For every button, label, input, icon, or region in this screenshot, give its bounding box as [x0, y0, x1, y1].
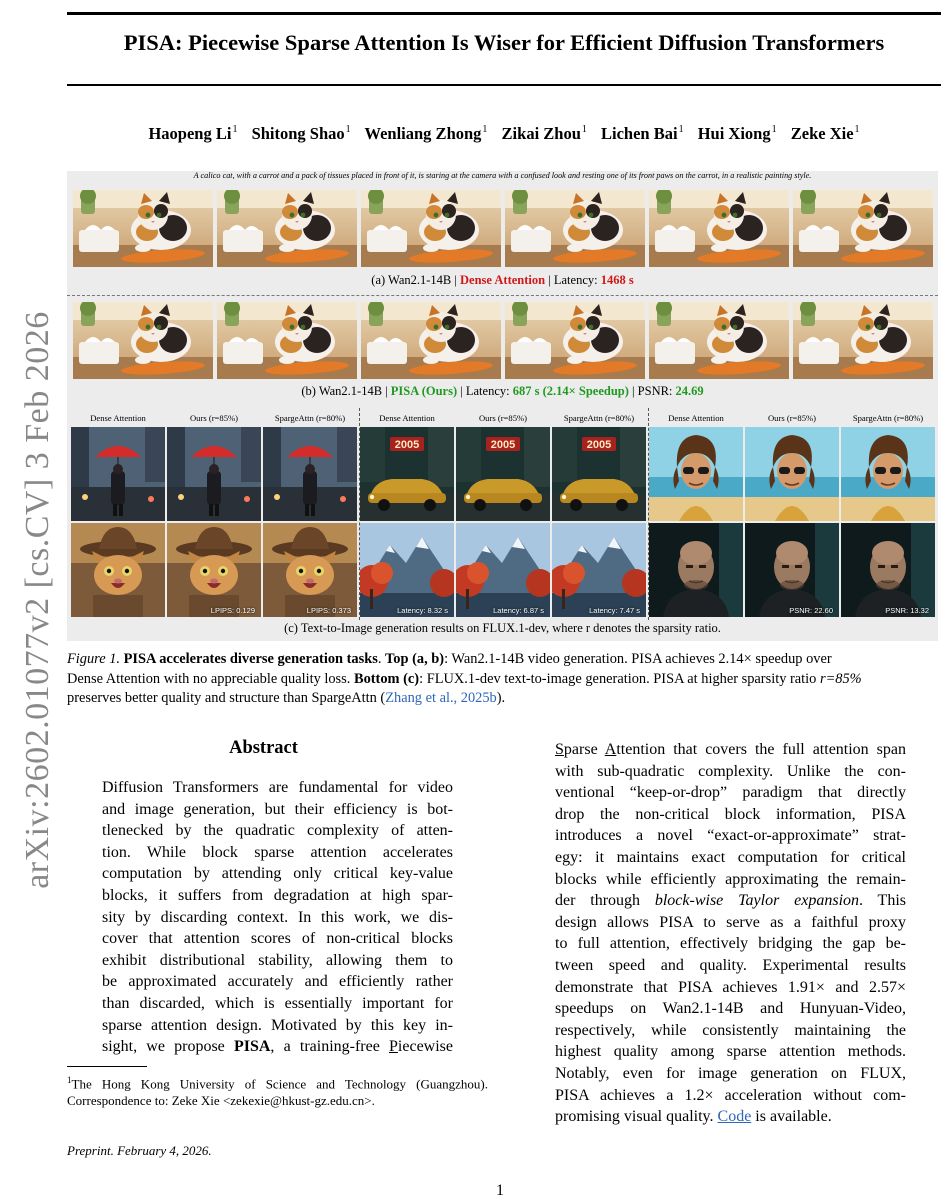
lpips-metric: LPIPS: 0.129 — [210, 606, 255, 615]
video-frame-dense — [361, 190, 501, 267]
caption-text: preserves better quality and structure than SpargeAttn ( — [67, 690, 386, 706]
abstract-line: than discarded, which is essentially important for — [102, 994, 453, 1012]
abstract-line: blocks, it suffers from degradation at high spar- — [102, 886, 453, 904]
author-name: Zeke Xie — [790, 124, 854, 143]
latency-metric: Latency: 6.87 s — [493, 606, 544, 615]
cowboy-cat-image — [167, 523, 261, 617]
abstract-line: blocks while efficiently approximating the remain- — [555, 870, 906, 888]
surfer-image — [841, 427, 935, 521]
author-name: Shitong Shao — [251, 124, 345, 143]
mountain-image — [456, 523, 550, 617]
caption-text: : Wan2.1-14B video generation. PISA achieves 2.14× speedup over — [444, 651, 832, 667]
abstract-line: sity by discarding context. In this work, we dis- — [102, 908, 453, 926]
umbrella-image — [263, 427, 357, 521]
cowboy-cat-image — [263, 523, 357, 617]
video-frame-dense — [217, 190, 357, 267]
video-frame-pisa — [73, 302, 213, 379]
caption-text: ). — [496, 690, 506, 706]
abstract-line: demonstrate that PISA achieves 1.91× and 2.57× — [555, 978, 906, 996]
column-header: SpargeAttn (r=80%) — [852, 413, 924, 423]
title-bottom-rule — [67, 84, 941, 86]
video-frame-dense — [73, 190, 213, 267]
caption-bold: Top (a, b) — [385, 651, 445, 667]
column-header: Dense Attention — [379, 413, 435, 423]
author-affiliation-mark: 1 — [678, 124, 684, 135]
pisa-label: PISA (Ours) — [390, 384, 458, 398]
surfer-image — [649, 427, 743, 521]
abstract-line: be approximated accurately and efficiently rather — [102, 973, 453, 991]
portrait-image — [841, 523, 935, 617]
caption-sparsity: r=85% — [819, 670, 862, 687]
column-header: Dense Attention — [90, 413, 146, 423]
row-b-caption — [67, 384, 938, 399]
page-number: 1 — [496, 1182, 504, 1199]
row-a-latency-label: | Latency: — [545, 273, 601, 287]
abstract-line: to full attention, effectively bridging the gap be- — [555, 935, 906, 953]
row-a-caption — [67, 273, 938, 288]
abstract-line: egy: it maintains exact computation for critical — [555, 848, 906, 866]
mountain-image — [552, 523, 646, 617]
abstract-line: speedups on Wan2.1-14B and Hunyuan-Video, — [555, 1000, 906, 1018]
latency-metric: Latency: 8.32 s — [397, 606, 448, 615]
abstract-line: Notably, even for image generation on FLUX, — [555, 1064, 906, 1082]
column-header: Ours (r=85%) — [767, 413, 817, 423]
abstract-line: with sub-quadratic complexity. Unlike the con- — [555, 762, 906, 780]
video-prompt: A calico cat, with a carrot and a pack of tissues placed in front of it, is staring at the camera with a confused look and resting one of its front paws on the carrot, in a realistic painting style. — [193, 171, 812, 180]
author-name: Haopeng Li — [148, 124, 232, 143]
author-affiliation-mark: 1 — [854, 124, 860, 135]
code-link[interactable]: Code — [717, 1108, 752, 1126]
surfer-image — [745, 427, 839, 521]
author-name: Hui Xiong — [697, 124, 771, 143]
row-b-psnr-label: | PSNR: — [628, 384, 676, 398]
mountain-image — [360, 523, 454, 617]
arxiv-identifier: arXiv:2602.01077v2 [cs.CV] 3 Feb 2026 — [19, 311, 56, 889]
taxi-image — [456, 427, 550, 521]
row-a-prefix: (a) Wan2.1-14B | — [371, 273, 461, 287]
portrait-image — [649, 523, 743, 617]
pisa-psnr-value: 24.69 — [675, 384, 704, 398]
abstract-line: introduces a novel “exact-or-approximate” strat- — [555, 827, 906, 845]
column-header: SpargeAttn (r=80%) — [563, 413, 635, 423]
abstract-line: tion. While block sparse attention accelerates — [102, 843, 453, 861]
caption-bold: PISA accelerates diverse generation tasks — [123, 651, 378, 667]
cowboy-cat-image — [71, 523, 165, 617]
figure-1 — [67, 171, 938, 641]
video-frame-pisa — [361, 302, 501, 379]
abstract-line: sparse attention design. Motivated by this key in- — [102, 1016, 453, 1034]
author-affiliation-mark: 1 — [345, 124, 351, 135]
abstract-left-column — [102, 777, 453, 1058]
citation-link[interactable]: Zhang et al., 2025b — [385, 690, 497, 706]
video-frame-dense — [649, 190, 789, 267]
caption-text: : FLUX.1-dev text-to-image generation. PISA at higher sparsity ratio — [419, 670, 820, 687]
abstract-line-pisa: sight, we propose PISA, a training-free Piecewise — [102, 1038, 453, 1056]
row-b-latency-label: | Latency: — [457, 384, 513, 398]
abstract-line-taylor: der through block-wise Taylor expansion. This — [555, 892, 906, 910]
footnote-rule — [67, 1066, 147, 1067]
column-header: Ours (r=85%) — [189, 413, 239, 423]
paper-title: PISA: Piecewise Sparse Attention Is Wiser for Efficient Diffusion Transformers — [123, 30, 885, 55]
taxi-image — [552, 427, 646, 521]
umbrella-image — [71, 427, 165, 521]
abstract-line: highest quality among sparse attention methods. — [555, 1043, 906, 1061]
latency-metric: Latency: 7.47 s — [589, 606, 640, 615]
abstract-line: drop the non-critical block information, PISA — [555, 805, 906, 823]
caption-text: Dense Attention with no appreciable quality loss. — [67, 670, 354, 687]
portrait-image — [745, 523, 839, 617]
author-name: Wenliang Zhong — [364, 124, 482, 143]
abstract-line: respectively, while consistently maintaining the — [555, 1021, 906, 1039]
abstract-line: Sparse Attention that covers the full attention span — [555, 741, 907, 758]
video-frame-dense — [505, 190, 645, 267]
row-divider — [67, 295, 938, 296]
abstract-line: computation by attending only critical key-value — [102, 865, 453, 883]
footnote — [67, 1072, 488, 1109]
row-b-prefix: (b) Wan2.1-14B | — [301, 384, 391, 398]
video-frame-pisa — [217, 302, 357, 379]
video-frame-dense — [793, 190, 933, 267]
video-frame-pisa — [649, 302, 789, 379]
caption-text: . — [377, 651, 386, 667]
author-affiliation-mark: 1 — [482, 124, 488, 135]
psnr-metric: PSNR: 22.60 — [789, 606, 833, 615]
figure-label: Figure 1. — [67, 651, 121, 667]
pisa-latency-value: 687 s (2.14× Speedup) — [512, 384, 629, 398]
column-header: Dense Attention — [668, 413, 724, 423]
abstract-heading: Abstract — [229, 738, 298, 758]
preprint-date: Preprint. February 4, 2026. — [67, 1143, 212, 1158]
abstract-line: and image generation, but their efficiency is bot- — [102, 800, 453, 818]
abstract-line: exhibit distributional stability, allowing them to — [102, 951, 453, 969]
abstract-right-column — [555, 739, 906, 1128]
footnote-mark: 1 — [67, 1075, 72, 1085]
dense-attention-label: Dense Attention — [460, 273, 546, 287]
author-affiliation-mark: 1 — [581, 124, 587, 135]
row-c-caption: (c) Text-to-Image generation results on FLUX.1-dev, where r denotes the sparsity ratio. — [284, 621, 721, 635]
column-header: Ours (r=85%) — [478, 413, 528, 423]
abstract-line: tlenecked by the quadratic complexity of atten- — [102, 822, 453, 840]
abstract-line-code: promising visual quality. Code is available. — [555, 1108, 832, 1126]
author-affiliation-mark: 1 — [232, 124, 238, 135]
abstract-line: Diffusion Transformers are fundamental for video — [102, 779, 453, 796]
abstract-line: ventional “keep-or-drop” paradigm that directly — [555, 784, 906, 802]
lpips-metric: LPIPS: 0.373 — [306, 606, 351, 615]
psnr-metric: PSNR: 13.32 — [885, 606, 929, 615]
taxi-image — [360, 427, 454, 521]
caption-bold: Bottom (c) — [353, 670, 420, 687]
umbrella-image — [167, 427, 261, 521]
abstract-line: cover that attention scores of non-critical blocks — [102, 930, 453, 948]
abstract-line: PISA achieves a 1.2× acceleration without com- — [555, 1086, 906, 1104]
video-frame-pisa — [505, 302, 645, 379]
footnote-text: The Hong Kong University of Science and Technology (Guangzhou). Correspondence to: Zeke Xie <zekexie@hkust-gz.edu.cn>. — [67, 1076, 488, 1109]
dense-latency-value: 1468 s — [600, 273, 634, 287]
abstract-line: tween speed and quality. Experimental results — [555, 956, 906, 974]
video-frame-pisa — [793, 302, 933, 379]
author-name: Lichen Bai — [601, 124, 678, 143]
author-affiliation-mark: 1 — [771, 124, 777, 135]
author-name: Zikai Zhou — [501, 124, 581, 143]
column-header: SpargeAttn (r=80%) — [274, 413, 346, 423]
figure-caption — [67, 650, 941, 709]
title-top-rule — [67, 12, 941, 15]
abstract-line: design allows PISA to serve as a faithful proxy — [555, 913, 906, 931]
author-list — [67, 124, 941, 144]
